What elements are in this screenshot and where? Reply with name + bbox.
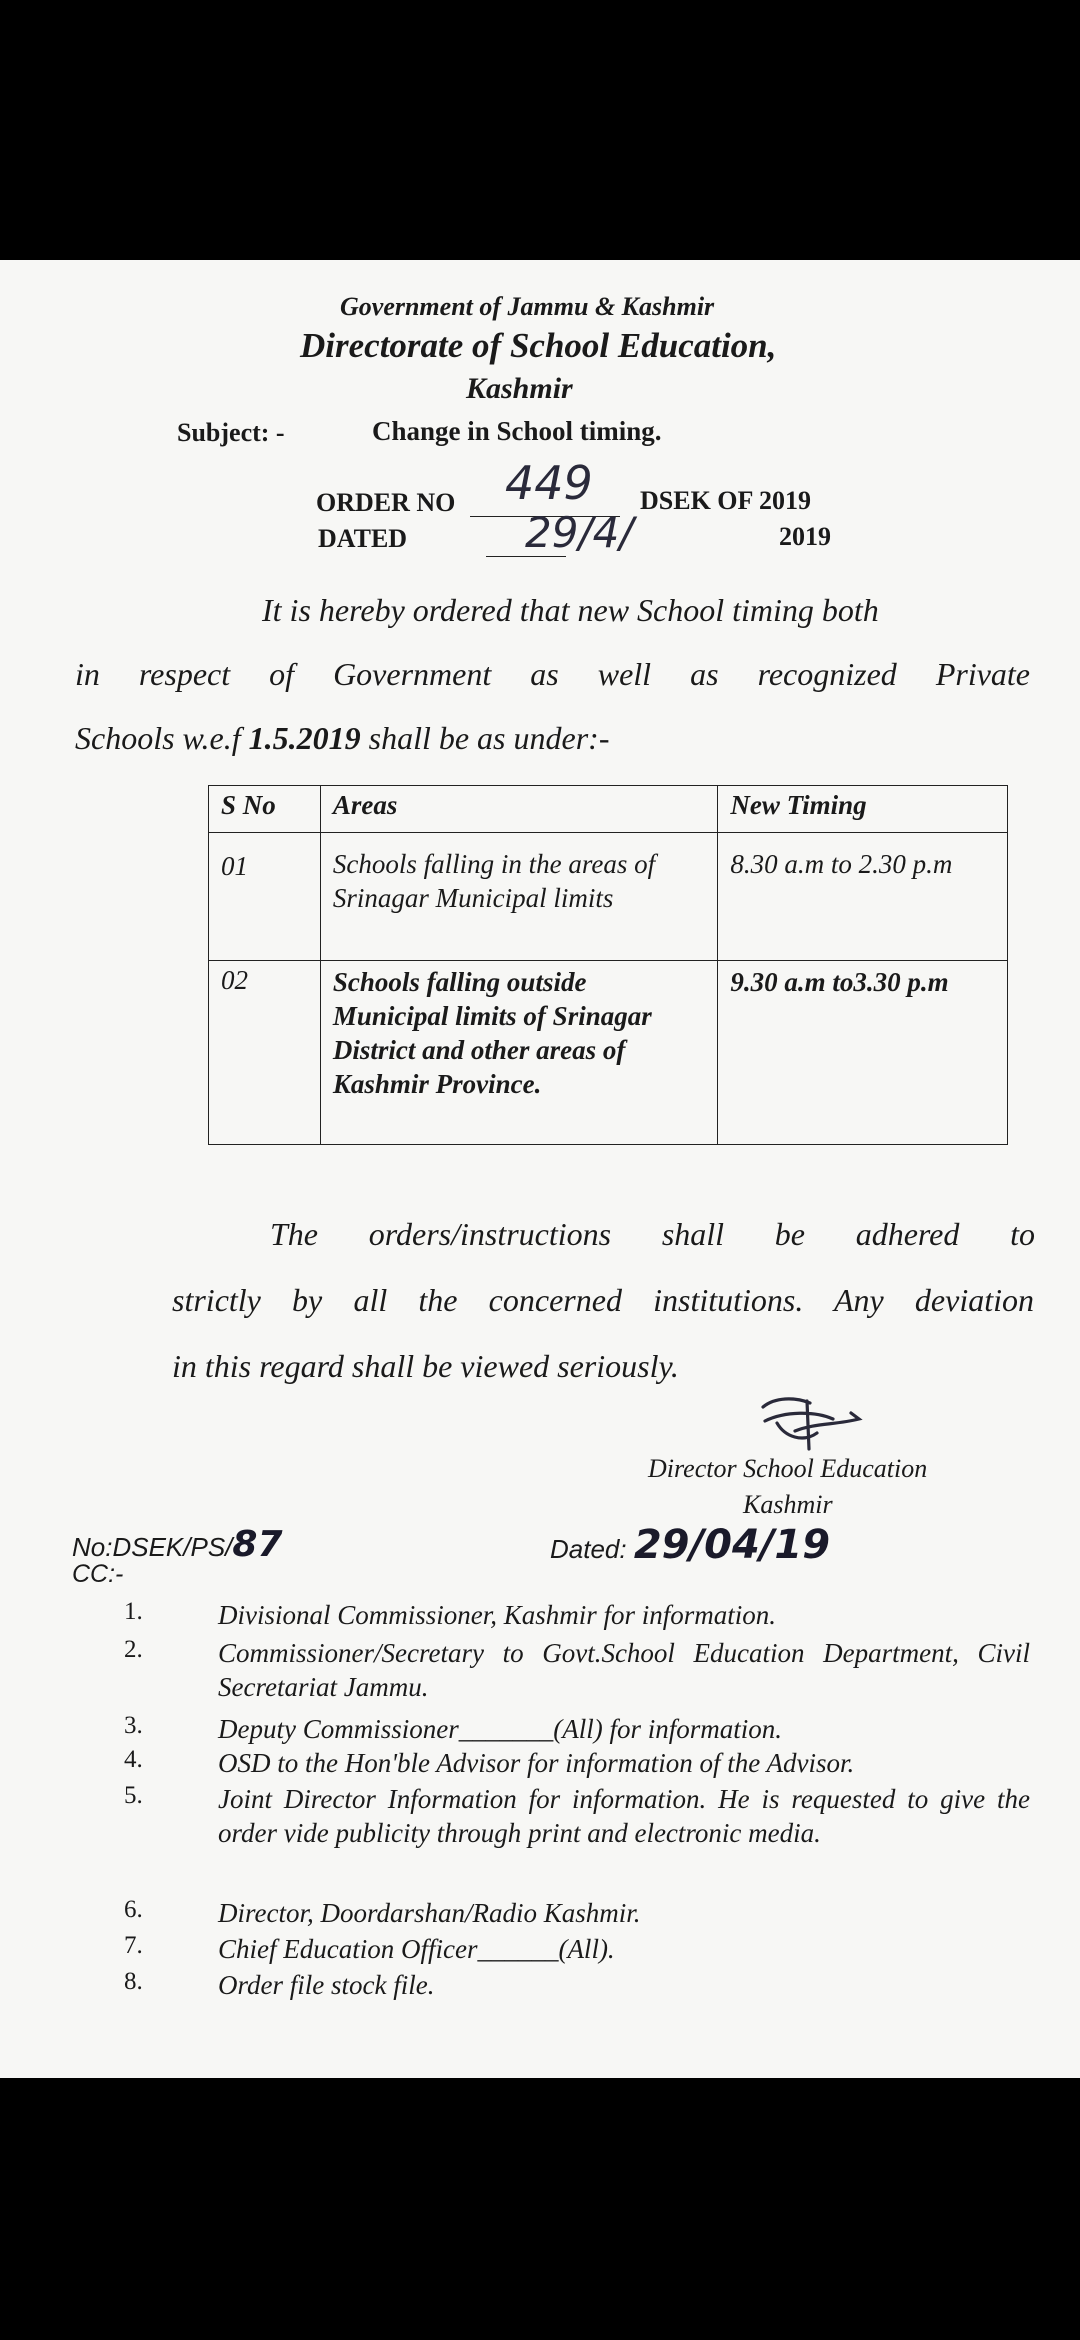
cc-item: Chief Education Officer______(All). bbox=[218, 1934, 615, 1964]
cc-number: 6. bbox=[124, 1896, 143, 1923]
cc-number: 8. bbox=[124, 1968, 143, 1995]
subject-label: Subject: - bbox=[177, 418, 285, 447]
cc-item: Joint Director Information for information. He is requested to give the order vide publicity through print and electronic media. bbox=[218, 1784, 1030, 1848]
header-areas: Areas bbox=[320, 786, 717, 833]
cc-number: 5. bbox=[124, 1782, 143, 1809]
row-sno: 01 bbox=[209, 833, 321, 961]
dated-label: DATED bbox=[318, 524, 408, 553]
intro-line-3-suffix: shall be as under:- bbox=[360, 720, 610, 756]
row-area: Schools falling in the areas of Srinagar Municipal limits bbox=[320, 833, 717, 961]
cc-label: CC:- bbox=[72, 1560, 124, 1588]
closing-line-2: strictly by all the concerned institutions. Any deviation bbox=[172, 1282, 1034, 1318]
cc-item: Divisional Commissioner, Kashmir for information. bbox=[218, 1600, 777, 1630]
timing-table bbox=[208, 785, 1008, 1145]
header-kashmir: Kashmir bbox=[466, 372, 573, 405]
cc-item: Deputy Commissioner_______(All) for information. bbox=[218, 1714, 782, 1744]
cc-item: Director, Doordarshan/Radio Kashmir. bbox=[218, 1898, 641, 1928]
cc-number: 4. bbox=[124, 1746, 143, 1773]
header-new-timing: New Timing bbox=[718, 786, 1008, 833]
cc-number: 7. bbox=[124, 1932, 143, 1959]
table-row bbox=[209, 961, 1008, 1145]
order-no-label: ORDER NO bbox=[316, 488, 456, 517]
row-area: Schools falling outside Municipal limits of Srinagar District and other areas of Kashmir Province. bbox=[320, 961, 717, 1145]
subject-text: Change in School timing. bbox=[372, 416, 662, 446]
table-row bbox=[209, 833, 1008, 961]
reference-date-label: Dated: bbox=[550, 1534, 627, 1564]
row-timing: 8.30 a.m to 2.30 p.m bbox=[718, 833, 1008, 961]
intro-line-1: It is hereby ordered that new School timing both bbox=[262, 592, 879, 628]
signature bbox=[755, 1393, 865, 1455]
reference-date bbox=[550, 1522, 830, 1568]
table-header-row bbox=[209, 786, 1008, 833]
order-suffix: DSEK OF 2019 bbox=[640, 486, 811, 515]
reference-no-handwritten: 87 bbox=[232, 1524, 283, 1565]
effective-date: 1.5.2019 bbox=[248, 720, 361, 756]
cc-number: 2. bbox=[124, 1636, 143, 1663]
reference-date-handwritten: 29/04/19 bbox=[633, 1522, 831, 1568]
intro-line-2: in respect of Government as well as recognized Private bbox=[75, 656, 1030, 692]
reference-no bbox=[72, 1524, 283, 1565]
cc-item: Commissioner/Secretary to Govt.School Education Department, Civil Secretariat Jammu. bbox=[218, 1638, 1030, 1702]
signatory-location: Kashmir bbox=[743, 1490, 833, 1519]
header-government: Government of Jammu & Kashmir bbox=[340, 292, 715, 321]
closing-line-3: in this regard shall be viewed seriously. bbox=[172, 1348, 679, 1384]
cc-number: 3. bbox=[124, 1712, 143, 1739]
row-timing: 9.30 a.m to3.30 p.m bbox=[718, 961, 1008, 1145]
cc-number: 1. bbox=[124, 1598, 143, 1625]
cc-item: Order file stock file. bbox=[218, 1970, 435, 2000]
order-no-handwritten: 449 bbox=[505, 456, 593, 510]
intro-line-3-prefix: Schools w.e.f bbox=[75, 720, 249, 756]
dated-handwritten: 29/4/ bbox=[525, 508, 634, 557]
cc-item: OSD to the Hon'ble Advisor for information of the Advisor. bbox=[218, 1748, 855, 1778]
row-sno: 02 bbox=[209, 961, 321, 1145]
header-sno: S No bbox=[209, 786, 321, 833]
header-directorate: Directorate of School Education, bbox=[300, 326, 777, 365]
signatory-designation: Director School Education bbox=[648, 1454, 928, 1483]
intro-line-3 bbox=[75, 720, 609, 757]
closing-line-1: The orders/instructions shall be adhered to bbox=[270, 1216, 1035, 1252]
reference-no-label: No:DSEK/PS/ bbox=[72, 1532, 233, 1562]
dated-year: 2019 bbox=[779, 522, 831, 551]
